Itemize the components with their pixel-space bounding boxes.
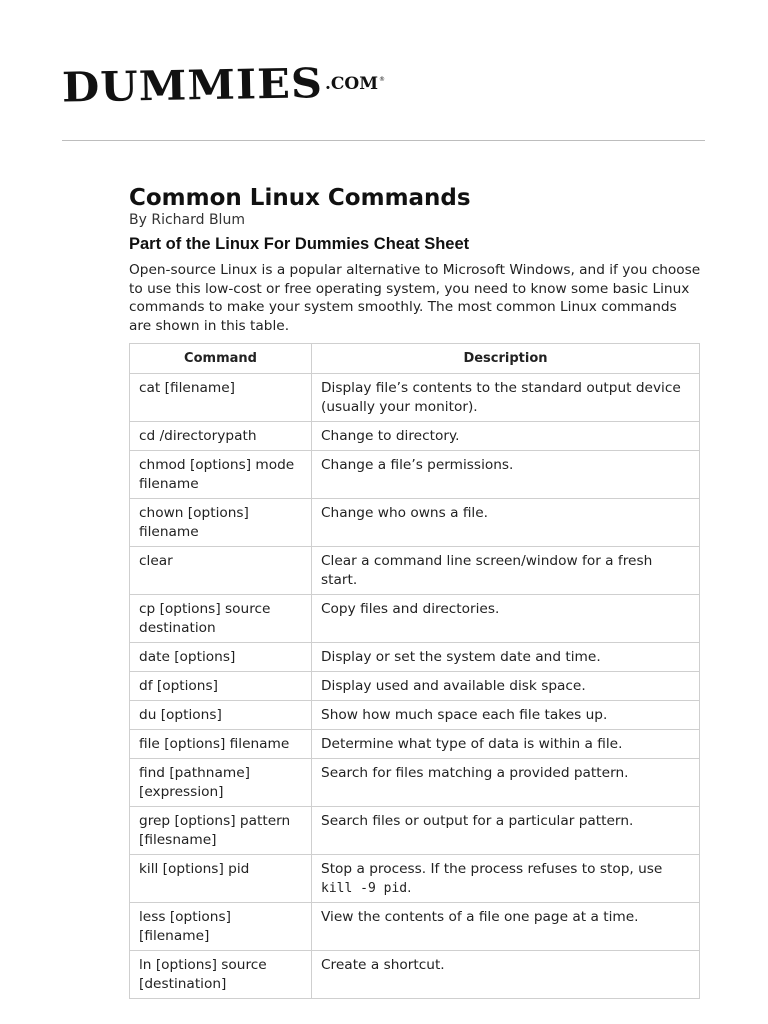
command-cell: file [options] filename (130, 730, 312, 759)
command-cell: cd /directorypath (130, 422, 312, 451)
description-cell: Display file’s contents to the standard output device (usually your monitor). (312, 374, 700, 422)
dummies-logo (62, 62, 385, 118)
commands-table (129, 343, 700, 999)
command-cell: du [options] (130, 701, 312, 730)
column-header-description: Description (312, 344, 700, 374)
logo-registered-mark: ® (379, 76, 386, 83)
table-row (130, 807, 700, 855)
description-cell: Clear a command line screen/window for a fresh start. (312, 547, 700, 595)
command-cell: cat [filename] (130, 374, 312, 422)
command-cell: less [options] [filename] (130, 903, 312, 951)
table-row (130, 374, 700, 422)
header-divider (62, 140, 705, 141)
column-header-command: Command (130, 344, 312, 374)
command-cell: chmod [options] mode filename (130, 451, 312, 499)
table-row (130, 730, 700, 759)
table-header-row (130, 344, 700, 374)
command-cell: grep [options] pattern [filesname] (130, 807, 312, 855)
command-cell: kill [options] pid (130, 855, 312, 903)
logo-domain-suffix: .COM (324, 74, 379, 94)
table-row (130, 951, 700, 999)
command-cell: df [options] (130, 672, 312, 701)
description-cell: Determine what type of data is within a file. (312, 730, 700, 759)
page-title: Common Linux Commands (129, 185, 471, 211)
table-row (130, 595, 700, 643)
table-row (130, 855, 700, 903)
description-cell: Change a file’s permissions. (312, 451, 700, 499)
description-cell: Create a shortcut. (312, 951, 700, 999)
table-row (130, 499, 700, 547)
description-cell: Show how much space each file takes up. (312, 701, 700, 730)
table-row (130, 759, 700, 807)
command-cell: clear (130, 547, 312, 595)
command-cell: chown [options] filename (130, 499, 312, 547)
description-cell: Copy files and directories. (312, 595, 700, 643)
table-row (130, 547, 700, 595)
command-cell: ln [options] source [destination] (130, 951, 312, 999)
description-cell: Display or set the system date and time. (312, 643, 700, 672)
description-cell: Change to directory. (312, 422, 700, 451)
inline-code: kill -9 pid (321, 881, 408, 897)
description-cell (312, 855, 700, 903)
cheat-sheet-subtitle: Part of the Linux For Dummies Cheat Sheet (129, 235, 470, 253)
command-cell: find [pathname] [expression] (130, 759, 312, 807)
table-row (130, 672, 700, 701)
table-row (130, 643, 700, 672)
author-byline: By Richard Blum (129, 212, 245, 228)
description-cell: Search for files matching a provided pattern. (312, 759, 700, 807)
description-text: Stop a process. If the process refuses to stop, use (321, 861, 663, 878)
description-cell: Display used and available disk space. (312, 672, 700, 701)
description-cell: Search files or output for a particular pattern. (312, 807, 700, 855)
table-row (130, 903, 700, 951)
description-cell: Change who owns a file. (312, 499, 700, 547)
description-cell: View the contents of a file one page at a time. (312, 903, 700, 951)
command-cell: date [options] (130, 643, 312, 672)
table-row (130, 422, 700, 451)
table-row (130, 451, 700, 499)
description-text-end: . (407, 880, 412, 897)
article-body (129, 184, 701, 999)
intro-paragraph: Open-source Linux is a popular alternative to Microsoft Windows, and if you choose to use this low-cost or free operating system, you need to know some basic Linux commands to make your system smoothly. The most common Linux commands are shown in this table. (129, 262, 701, 334)
command-cell: cp [options] source destination (130, 595, 312, 643)
logo-wordmark: DUMMIES (61, 60, 324, 112)
table-row (130, 701, 700, 730)
